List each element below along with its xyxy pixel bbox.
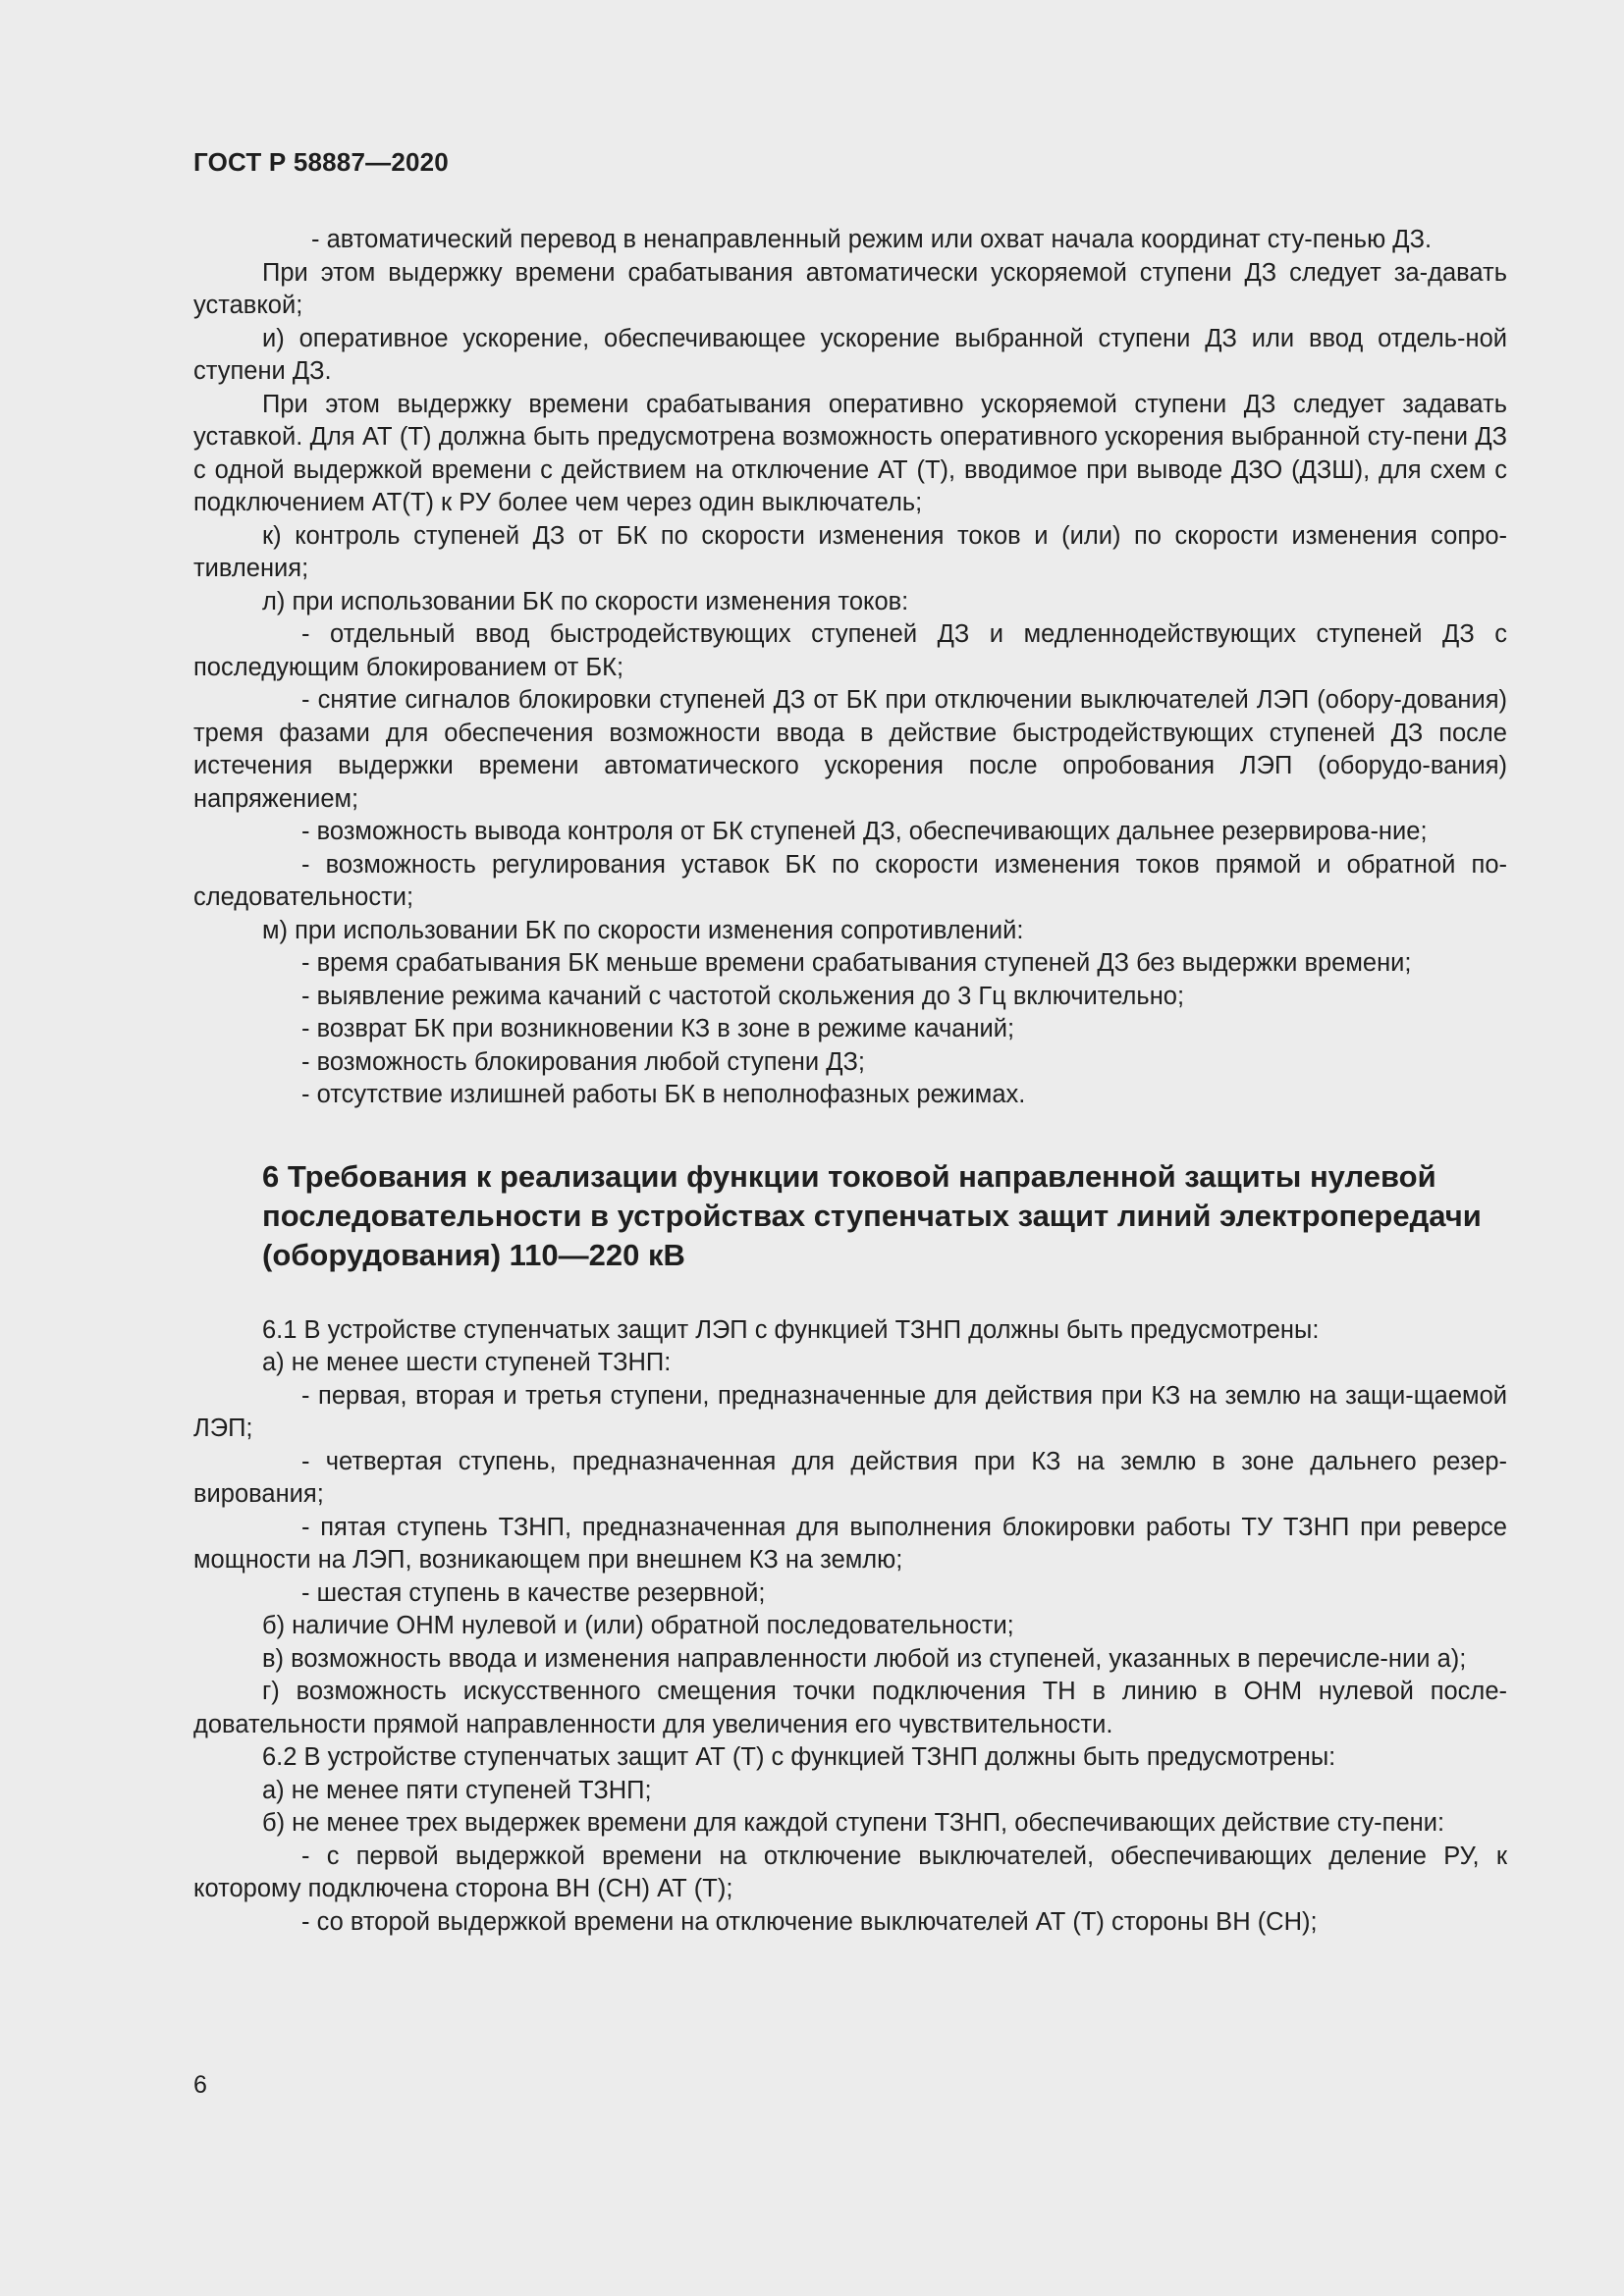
list-item: - возможность вывода контроля от БК ступеней ДЗ, обеспечивающих дальнее резервирова-ние; bbox=[301, 818, 1428, 845]
list-item: - отсутствие излишней работы БК в неполнофазных режимах. bbox=[301, 1081, 1026, 1108]
paragraph: б) наличие ОНМ нулевой и (или) обратной последовательности; bbox=[262, 1612, 1014, 1639]
list-item: - со второй выдержкой времени на отключение выключателей АТ (Т) стороны ВН (СН); bbox=[301, 1907, 1318, 1936]
list-item: - с первой выдержкой времени на отключение выключателей, обеспечивающих деление РУ, к которому подключена сторона ВН (СН) АТ (Т); bbox=[193, 1842, 1507, 1902]
paragraph: м) при использовании БК по скорости изменения сопротивлений: bbox=[262, 916, 1024, 944]
list-item: - выявление режима качаний с частотой скольжения до 3 Гц включительно; bbox=[301, 982, 1185, 1010]
document-header: ГОСТ Р 58887—2020 bbox=[193, 147, 449, 177]
paragraph: а) не менее пяти ступеней ТЗНП; bbox=[262, 1776, 652, 1804]
paragraph: 6.1 В устройстве ступенчатых защит ЛЭП с функцией ТЗНП должны быть предусмотрены: bbox=[262, 1315, 1320, 1344]
paragraph: г) возможность искусственного смещения точки подключения ТН в линию в ОНМ нулевой после-довательности прямой направленности для увеличения его чувствительности. bbox=[193, 1678, 1507, 1738]
paragraph: в) возможность ввода и изменения направленности любой из ступеней, указанных в перечисле-нии а); bbox=[262, 1644, 1467, 1673]
page-number: 6 bbox=[193, 2071, 207, 2099]
list-item: - возврат БК при возникновении КЗ в зоне в режиме качаний; bbox=[301, 1015, 1015, 1042]
document-body bbox=[193, 224, 1507, 1939]
list-item: - отдельный ввод быстродействующих ступеней ДЗ и медленнодействующих ступеней ДЗ с последующим блокированием от БК; bbox=[193, 620, 1507, 681]
list-item: - шестая ступень в качестве резервной; bbox=[301, 1578, 766, 1607]
list-item: - первая, вторая и третья ступени, предназначенные для действия при КЗ на землю на защи-щаемой ЛЭП; bbox=[193, 1381, 1507, 1442]
paragraph: и) оперативное ускорение, обеспечивающее ускорение выбранной ступени ДЗ или ввод отдель-ной ступени ДЗ. bbox=[193, 324, 1507, 385]
paragraph-group-b bbox=[193, 1314, 1507, 1940]
paragraph: л) при использовании БК по скорости изменения токов: bbox=[262, 587, 909, 615]
paragraph: При этом выдержку времени срабатывания автоматически ускоряемой ступени ДЗ следует за-давать уставкой; bbox=[193, 258, 1507, 319]
paragraph: к) контроль ступеней ДЗ от БК по скорости изменения токов и (или) по скорости изменения сопро-тивления; bbox=[193, 521, 1507, 582]
section-6-title: 6 Требования к реализации функции токовой направленной защиты нулевой последовательности в устройствах ступенчатых защит линий электропередачи (оборудования) 110—220 кВ bbox=[262, 1158, 1482, 1272]
paragraph: а) не менее шести ступеней ТЗНП: bbox=[262, 1349, 672, 1376]
paragraph: При этом выдержку времени срабатывания оперативно ускоряемой ступени ДЗ следует задавать уставкой. Для АТ (Т) должна быть предусмотрена возможность оперативного ускорения выбранной сту-пени ДЗ с одной выдержкой времени с действием на отключение АТ (Т), вводимое при выводе ДЗО (ДЗШ), для схем с подключением АТ(Т) к РУ более чем через один выключатель; bbox=[193, 390, 1507, 516]
list-item: - возможность блокирования любой ступени ДЗ; bbox=[301, 1047, 865, 1076]
list-item: - четвертая ступень, предназначенная для действия при КЗ на землю в зоне дальнего резер-вирования; bbox=[193, 1447, 1507, 1508]
list-item: - пятая ступень ТЗНП, предназначенная для выполнения блокировки работы ТУ ТЗНП при реверсе мощности на ЛЭП, возникающем при внешнем КЗ на землю; bbox=[193, 1513, 1507, 1574]
list-item: - возможность регулирования уставок БК по скорости изменения токов прямой и обратной по-следовательности; bbox=[193, 850, 1507, 911]
list-item: - автоматический перевод в ненаправленный режим или охват начала координат сту-пенью ДЗ. bbox=[311, 226, 1433, 253]
list-item: - время срабатывания БК меньше времени срабатывания ступеней ДЗ без выдержки времени; bbox=[301, 949, 1412, 977]
list-item: - снятие сигналов блокировки ступеней ДЗ от БК при отключении выключателей ЛЭП (обору-дования) тремя фазами для обеспечения возможности ввода в действие быстродействующих ступеней ДЗ после истечения выдержки времени автоматического ускорения после опробования ЛЭП (оборудо-вания) напряжением; bbox=[193, 686, 1507, 813]
paragraph: 6.2 В устройстве ступенчатых защит АТ (Т) с функцией ТЗНП должны быть предусмотрены: bbox=[262, 1743, 1336, 1771]
paragraph-group-a bbox=[193, 224, 1507, 1112]
paragraph: б) не менее трех выдержек времени для каждой ступени ТЗНП, обеспечивающих действие сту-пени: bbox=[262, 1809, 1445, 1837]
